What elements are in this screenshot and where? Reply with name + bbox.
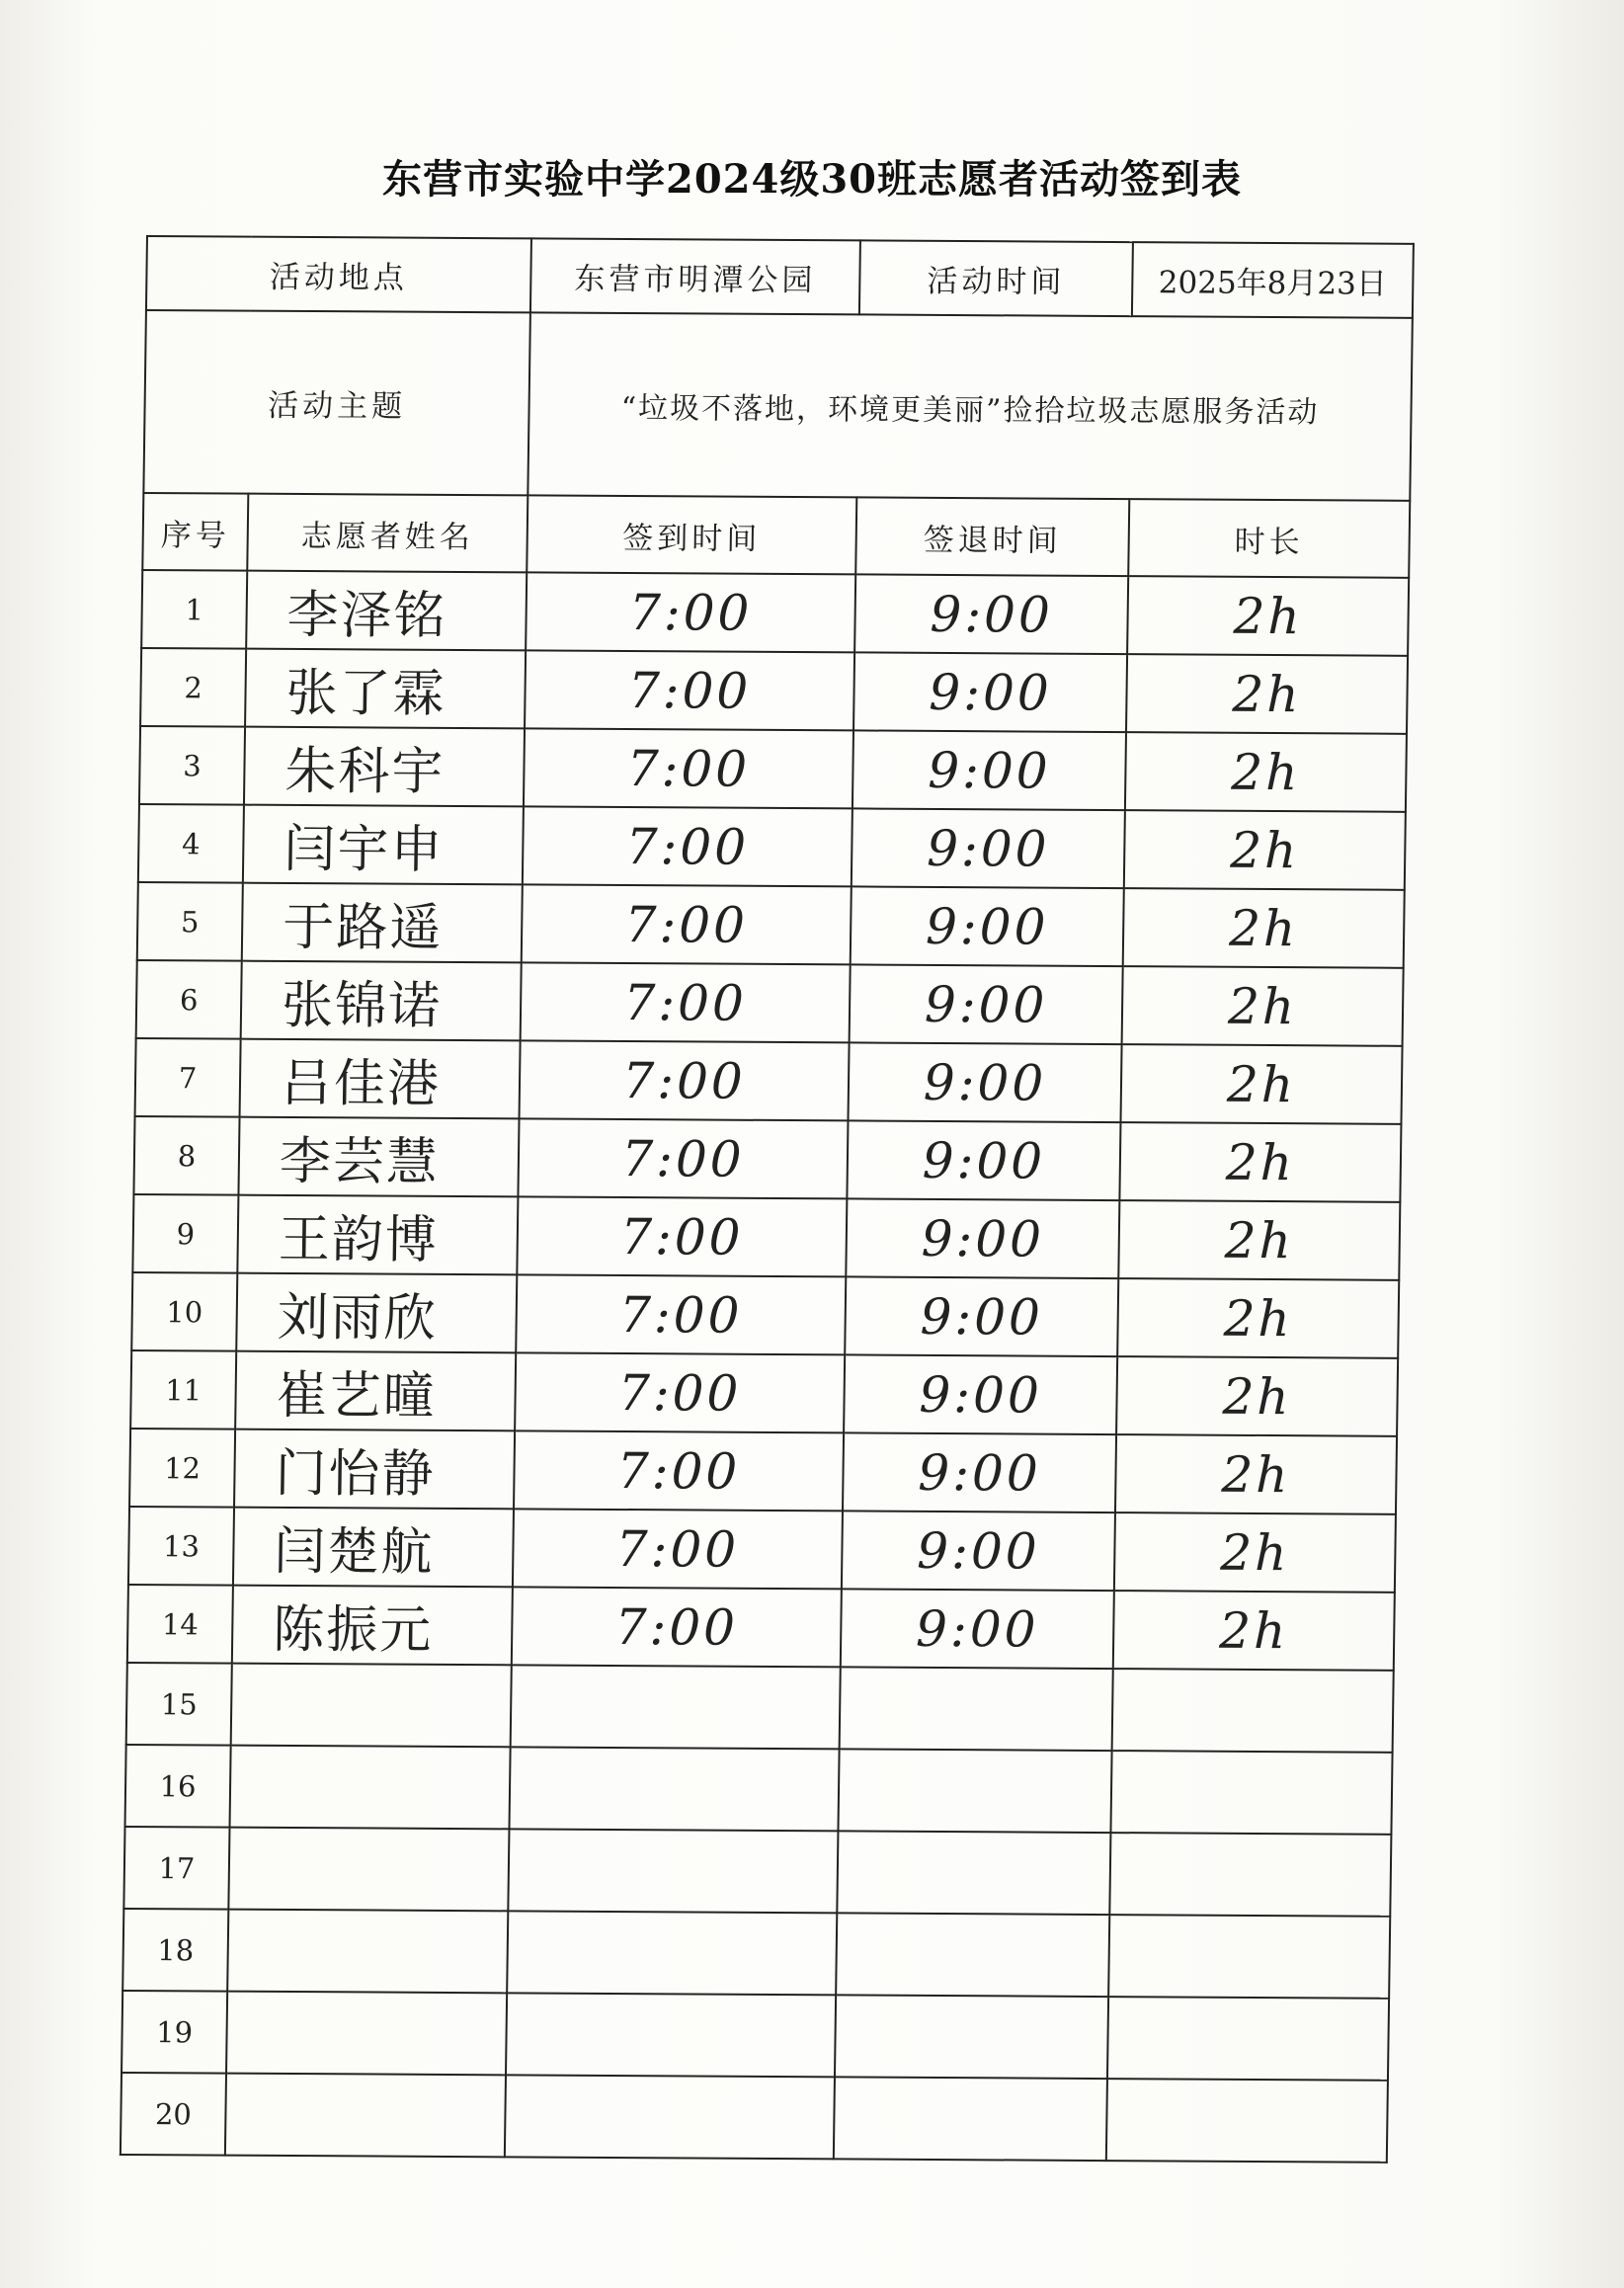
theme-value: “垃圾不落地，环境更美丽”捡拾垃圾志愿服务活动 <box>528 312 1413 500</box>
sign-out-time: 9:00 <box>854 574 1128 654</box>
table-row <box>130 1350 1398 1436</box>
duration: 2h <box>1122 966 1404 1046</box>
duration <box>1108 1915 1390 1999</box>
sign-in-time <box>511 1665 841 1749</box>
row-number: 4 <box>138 804 244 883</box>
duration: 2h <box>1114 1512 1396 1593</box>
row-number: 19 <box>122 1991 227 2074</box>
column-header-row <box>142 493 1410 578</box>
location-value: 东营市明潭公园 <box>530 238 860 314</box>
row-number: 12 <box>129 1429 235 1508</box>
column-header-sign-in: 签到时间 <box>527 495 856 574</box>
sign-in-time <box>507 1911 837 1995</box>
sign-in-form <box>120 235 1413 2155</box>
volunteer-name: 吕佳港 <box>240 1039 521 1119</box>
sign-in-time: 7:00 <box>522 884 852 964</box>
row-number: 14 <box>127 1585 233 1664</box>
sign-out-time <box>834 2077 1107 2161</box>
table-row <box>125 1745 1393 1835</box>
table-row <box>122 1991 1389 2081</box>
sign-out-time: 9:00 <box>846 1198 1119 1278</box>
sign-out-time: 9:00 <box>850 964 1123 1044</box>
volunteer-name: 王韵博 <box>237 1195 518 1275</box>
theme-label: 活动主题 <box>143 310 530 495</box>
volunteer-name: 张了霖 <box>245 649 526 729</box>
table-row <box>126 1663 1394 1753</box>
volunteer-name <box>227 1910 508 1994</box>
row-number: 13 <box>128 1507 234 1586</box>
info-row-theme <box>143 310 1412 501</box>
table-row <box>135 1038 1403 1124</box>
table-row <box>139 726 1407 812</box>
sign-out-time: 9:00 <box>853 730 1126 810</box>
sign-out-time: 9:00 <box>853 652 1127 732</box>
sign-out-time: 9:00 <box>843 1432 1116 1512</box>
duration: 2h <box>1123 888 1405 968</box>
sign-in-time: 7:00 <box>524 728 853 808</box>
document-title: 东营市实验中学2024级30班志愿者活动签到表 <box>382 156 1242 203</box>
table-row <box>141 570 1409 656</box>
table-row <box>128 1507 1396 1593</box>
sign-in-time <box>505 2075 835 2159</box>
duration: 2h <box>1119 1122 1401 1202</box>
volunteer-name <box>229 1746 510 1830</box>
volunteer-name <box>228 1828 509 1912</box>
sign-out-time <box>836 1913 1109 1997</box>
sign-in-time: 7:00 <box>525 650 854 730</box>
sign-in-time: 7:00 <box>523 806 853 886</box>
column-header-sign-out: 签退时间 <box>855 497 1129 576</box>
table-row <box>136 960 1404 1046</box>
sign-out-time: 9:00 <box>841 1589 1114 1669</box>
duration <box>1107 1997 1389 2081</box>
sign-out-time: 9:00 <box>842 1511 1115 1591</box>
table-row <box>122 1909 1390 1999</box>
sign-out-time: 9:00 <box>851 886 1124 966</box>
time-label: 活动时间 <box>859 240 1133 316</box>
duration: 2h <box>1124 810 1406 890</box>
sign-in-time <box>509 1747 839 1831</box>
row-number: 17 <box>123 1827 229 1910</box>
sign-in-time: 7:00 <box>514 1430 844 1511</box>
volunteer-name <box>231 1664 512 1748</box>
volunteer-name: 李泽铭 <box>246 571 527 651</box>
table-row <box>123 1827 1391 1917</box>
duration: 2h <box>1126 654 1408 734</box>
sign-in-time: 7:00 <box>521 962 851 1042</box>
row-number: 10 <box>131 1272 237 1351</box>
duration <box>1110 1751 1392 1835</box>
table-row <box>133 1116 1401 1202</box>
row-number: 2 <box>140 648 246 727</box>
column-header-duration: 时长 <box>1128 499 1410 578</box>
volunteer-name: 崔艺曈 <box>235 1351 516 1431</box>
table-row <box>131 1272 1399 1358</box>
volunteer-name: 于路遥 <box>242 883 523 963</box>
column-header-no: 序号 <box>142 493 248 571</box>
sign-out-time: 9:00 <box>847 1120 1120 1200</box>
volunteer-name: 闫宇申 <box>243 805 524 885</box>
sign-in-table <box>120 235 1415 2164</box>
table-row <box>127 1585 1395 1671</box>
time-value: 2025年8月23日 <box>1132 242 1414 318</box>
duration: 2h <box>1125 732 1407 812</box>
row-number: 16 <box>125 1745 231 1828</box>
sign-out-time: 9:00 <box>845 1276 1118 1356</box>
row-number: 11 <box>130 1350 236 1430</box>
sign-in-time: 7:00 <box>516 1274 846 1354</box>
duration <box>1106 2079 1388 2163</box>
sign-in-time: 7:00 <box>518 1118 848 1198</box>
sign-in-time <box>508 1829 838 1913</box>
row-number: 9 <box>132 1194 238 1273</box>
sign-out-time <box>838 1749 1111 1833</box>
table-row <box>121 2073 1388 2163</box>
row-number: 15 <box>126 1663 232 1746</box>
sign-in-time: 7:00 <box>513 1509 843 1589</box>
location-label: 活动地点 <box>146 236 531 312</box>
row-number: 6 <box>136 960 242 1039</box>
row-number: 8 <box>133 1116 239 1195</box>
sign-out-time <box>837 1831 1110 1915</box>
volunteer-name: 陈振元 <box>232 1586 513 1666</box>
table-row <box>132 1194 1400 1280</box>
duration: 2h <box>1118 1200 1400 1280</box>
duration <box>1112 1669 1394 1753</box>
row-number: 3 <box>139 726 245 805</box>
sign-in-time: 7:00 <box>517 1196 847 1276</box>
volunteer-name <box>225 2074 506 2158</box>
duration: 2h <box>1120 1044 1402 1124</box>
sign-in-time: 7:00 <box>512 1587 842 1667</box>
volunteer-name: 张锦诺 <box>241 961 522 1041</box>
sign-out-time: 9:00 <box>844 1354 1117 1434</box>
duration: 2h <box>1116 1356 1398 1436</box>
row-number: 5 <box>137 882 243 961</box>
row-number: 7 <box>135 1038 241 1117</box>
row-number: 20 <box>121 2073 226 2156</box>
row-number: 1 <box>141 570 247 649</box>
volunteer-name: 朱科宇 <box>244 727 525 807</box>
sign-in-time: 7:00 <box>520 1040 850 1120</box>
volunteer-name: 李芸慧 <box>238 1117 519 1197</box>
duration: 2h <box>1127 576 1409 656</box>
sign-out-time <box>835 1995 1108 2079</box>
sign-in-time: 7:00 <box>526 572 855 652</box>
duration: 2h <box>1113 1591 1395 1671</box>
duration: 2h <box>1117 1278 1399 1358</box>
duration <box>1109 1833 1391 1917</box>
volunteer-name: 门怡静 <box>234 1430 515 1510</box>
sign-out-time <box>840 1667 1113 1751</box>
duration: 2h <box>1115 1434 1397 1514</box>
sign-out-time: 9:00 <box>848 1042 1121 1122</box>
row-number: 18 <box>122 1909 228 1992</box>
volunteer-name: 刘雨欣 <box>236 1273 517 1353</box>
table-row <box>140 648 1408 734</box>
sign-in-time: 7:00 <box>515 1352 845 1432</box>
sign-in-time <box>506 1993 836 2077</box>
volunteer-name: 闫楚航 <box>233 1508 514 1588</box>
table-row <box>138 804 1406 890</box>
info-row-location <box>146 236 1414 318</box>
table-row <box>137 882 1405 968</box>
table-row <box>129 1429 1397 1514</box>
volunteer-name <box>226 1992 507 2076</box>
sign-out-time: 9:00 <box>852 808 1125 888</box>
column-header-name: 志愿者姓名 <box>247 494 528 573</box>
